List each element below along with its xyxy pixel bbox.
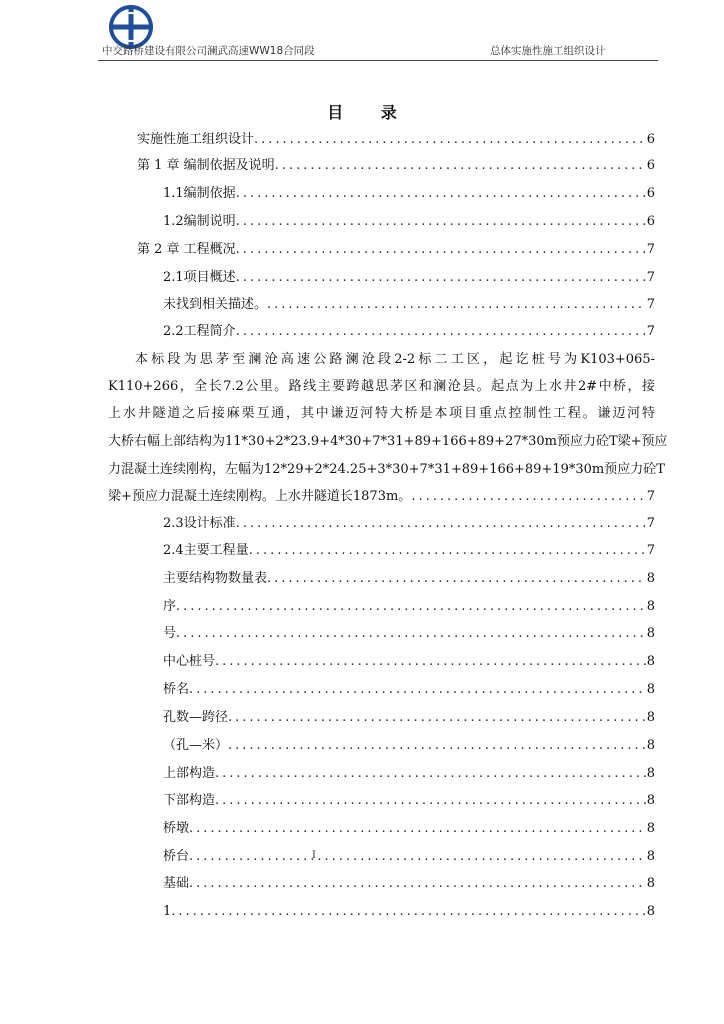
toc-entry-page: 6 xyxy=(646,158,655,173)
toc-entry[interactable] xyxy=(137,240,655,260)
toc-entry-page: 8 xyxy=(646,738,655,753)
toc-paragraph-line[interactable]: 力混凝土连续刚构，左幅为12*29+2*24.25+3*30+7*31+89+166+89+19*30m预应力砼T xyxy=(108,462,665,477)
toc-entry-label: 2.2工程简介 xyxy=(163,324,236,339)
toc-entry[interactable] xyxy=(163,569,655,589)
toc-entry-label: 上部构造 xyxy=(163,766,216,781)
toc-entry[interactable] xyxy=(163,322,655,342)
toc-entry-page: 7 xyxy=(646,297,655,312)
toc-leader-dots xyxy=(411,487,645,507)
toc-entry-label: 2.1项目概述 xyxy=(163,270,236,285)
toc-paragraph-line[interactable]: 大桥右幅上部结构为11*30+2*23.9+4*30+7*31+89+166+89+27*30m预应力砼T梁+预应 xyxy=(108,434,668,449)
toc-leader-dots xyxy=(275,156,646,176)
toc-entry-label: 未找到相关描述。 xyxy=(163,297,268,312)
toc-leader-dots xyxy=(236,240,646,260)
toc-entry-page: 7 xyxy=(646,242,655,257)
toc-entry-page: 6 xyxy=(646,214,655,229)
toc-leader-dots xyxy=(267,569,646,589)
toc-leader-dots xyxy=(249,541,646,561)
toc-entry-page: 7 xyxy=(646,324,655,339)
toc-entry-label: （孔—米） xyxy=(163,738,229,753)
toc-entry[interactable] xyxy=(163,847,655,867)
toc-leader-dots xyxy=(189,847,646,867)
toc-entry-page: 7 xyxy=(646,489,655,504)
toc-entry-page: 8 xyxy=(646,710,655,725)
toc-entry[interactable] xyxy=(163,514,655,534)
toc-leader-dots xyxy=(236,268,646,288)
toc-leader-dots xyxy=(215,764,646,784)
toc-leader-dots xyxy=(236,212,646,232)
toc-leader-dots xyxy=(215,791,646,811)
toc-entry[interactable] xyxy=(137,156,655,176)
toc-leader-dots xyxy=(267,295,646,315)
toc-entry[interactable] xyxy=(163,212,655,232)
toc-entry-page: 8 xyxy=(646,654,655,669)
toc-entry-page: 7 xyxy=(646,543,655,558)
toc-leader-dots xyxy=(254,130,646,150)
toc-entry-label: 中心桩号 xyxy=(163,654,216,669)
toc-paragraph-last-line[interactable] xyxy=(108,487,655,507)
toc-entry-label: 基础 xyxy=(163,876,190,891)
toc-leader-dots xyxy=(189,874,646,894)
header-document-title: 总体实施性施工组织设计 xyxy=(490,45,606,57)
toc-entry-label: 1.2编制说明 xyxy=(163,214,236,229)
toc-entry[interactable] xyxy=(163,902,655,922)
toc-leader-dots xyxy=(236,514,646,534)
toc-entry-page: 8 xyxy=(646,793,655,808)
toc-entry-label: 第 1 章 编制依据及说明 xyxy=(137,158,275,173)
toc-entry[interactable] xyxy=(163,624,655,644)
toc-entry[interactable] xyxy=(163,295,655,315)
toc-entry-page: 8 xyxy=(646,571,655,586)
toc-entry[interactable] xyxy=(163,597,655,617)
toc-leader-dots xyxy=(189,680,646,700)
toc-leader-dots xyxy=(215,652,646,672)
toc-entry[interactable] xyxy=(137,130,655,150)
toc-entry[interactable] xyxy=(163,791,655,811)
toc-entry-label: 序 xyxy=(163,599,177,614)
toc-paragraph-line[interactable]: 本标段为思茅至澜沧高速公路澜沧段2-2标二工区，起讫桩号为K103+065- xyxy=(135,352,655,367)
toc-leader-dots xyxy=(236,184,646,204)
toc-leader-dots xyxy=(228,736,646,756)
toc-entry-label: 2.4主要工程量 xyxy=(163,543,249,558)
toc-paragraph-line[interactable]: 上水井隧道之后接麻栗互通，其中谦迈河特大桥是本项目重点控制性工程。谦迈河特 xyxy=(108,406,655,421)
toc-leader-dots xyxy=(171,902,645,922)
toc-entry[interactable] xyxy=(163,708,655,728)
toc-entry-page: 8 xyxy=(646,876,655,891)
toc-entry[interactable] xyxy=(163,541,655,561)
toc-entry[interactable] xyxy=(163,736,655,756)
toc-entry-page: 8 xyxy=(646,599,655,614)
toc-entry[interactable] xyxy=(163,652,655,672)
toc-entry-label: 1 xyxy=(163,904,172,919)
toc-entry-page: 8 xyxy=(646,682,655,697)
toc-entry-label: 第 2 章 工程概况 xyxy=(137,242,236,257)
toc-entry[interactable] xyxy=(163,680,655,700)
toc-entry-label: 桥台 xyxy=(163,849,190,864)
toc-entry-label: 1.1编制依据 xyxy=(163,186,236,201)
toc-entry-label: 主要结构物数量表 xyxy=(163,571,268,586)
toc-leader-dots xyxy=(189,819,646,839)
toc-entry-page: 7 xyxy=(646,516,655,531)
toc-leader-dots xyxy=(176,597,646,617)
toc-entry[interactable] xyxy=(163,874,655,894)
toc-entry-page: 8 xyxy=(646,626,655,641)
page-number: I xyxy=(312,850,316,861)
toc-entry-label: 桥墩 xyxy=(163,821,190,836)
toc-entry-page: 8 xyxy=(646,849,655,864)
toc-paragraph-line[interactable]: K110+266，全长7.2公里。路线主要跨越思茅区和澜沧县。起点为上水井2#中桥，接 xyxy=(108,379,655,394)
toc-entry-page: 7 xyxy=(646,270,655,285)
toc-entry-label: 桥名 xyxy=(163,682,190,697)
toc-entry-page: 8 xyxy=(646,821,655,836)
toc-entry[interactable] xyxy=(163,819,655,839)
toc-leader-dots xyxy=(236,322,646,342)
toc-entry-label: 梁+预应力混凝土连续刚构。上水井隧道长1873m。 xyxy=(108,489,412,504)
toc-entry-label: 下部构造 xyxy=(163,793,216,808)
toc-entry-page: 8 xyxy=(646,766,655,781)
toc-entry[interactable] xyxy=(163,268,655,288)
toc-entry-page: 8 xyxy=(646,904,655,919)
toc-leader-dots xyxy=(176,624,646,644)
toc-entry-page: 6 xyxy=(646,132,655,147)
toc-entry[interactable] xyxy=(163,764,655,784)
toc-entry-page: 6 xyxy=(646,186,655,201)
toc-leader-dots xyxy=(228,708,646,728)
header-company-name: 中交路桥建设有限公司澜武高速WW18合同段 xyxy=(102,45,315,57)
toc-entry-label: 2.3设计标准 xyxy=(163,516,236,531)
toc-entry-label: 号 xyxy=(163,626,177,641)
toc-entry-label: 实施性施工组织设计 xyxy=(137,132,255,147)
toc-title: 目 录 xyxy=(327,103,413,122)
toc-entry[interactable] xyxy=(163,184,655,204)
toc-entry-label: 孔数—跨径 xyxy=(163,710,229,725)
